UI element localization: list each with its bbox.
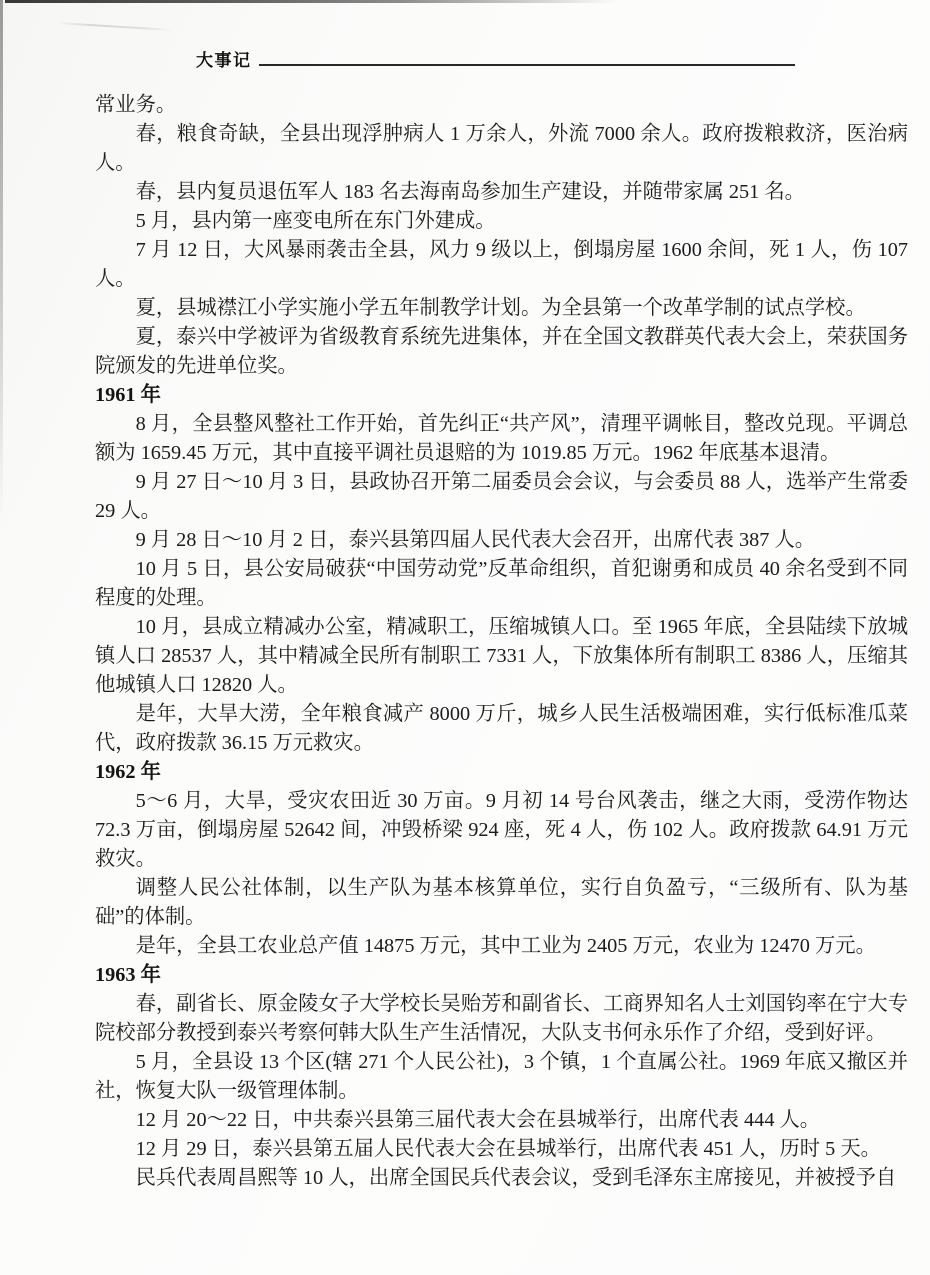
year-heading-1961: 1961 年 xyxy=(95,384,161,406)
paragraph: 春，粮食奇缺，全县出现浮肿病人 1 万余人，外流 7000 余人。政府拨粮救济，医治病人。 xyxy=(95,123,908,174)
paragraph: 春，县内复员退伍军人 183 名去海南岛参加生产建设，并随带家属 251 名。 xyxy=(135,181,805,203)
paragraph: 9 月 28 日～10 月 2 日，泰兴县第四届人民代表大会召开，出席代表 387 人。 xyxy=(135,529,816,551)
paragraph: 5 月，县内第一座变电所在东门外建成。 xyxy=(135,210,496,232)
year-heading-1962: 1962 年 xyxy=(95,761,161,783)
paragraph-cutoff: 民兵代表周昌熙等 10 人，出席全国民兵代表会议，受到毛泽东主席接见，并被授予自 xyxy=(135,1167,897,1189)
paragraph: 5 月，全县设 13 个区(辖 271 个人民公社)，3 个镇，1 个直属公社。1969 年底又撤区并社，恢复大队一级管理体制。 xyxy=(95,1051,908,1102)
scan-artifact-left-edge xyxy=(0,0,3,520)
paragraph: 调整人民公社体制，以生产队为基本核算单位，实行自负盈亏，“三级所有、队为基础”的体制。 xyxy=(95,877,908,928)
paragraph: 春，副省长、原金陵女子大学校长吴贻芳和副省长、工商界知名人士刘国钧率在宁大专院校部分教授到泰兴考察何韩大队生产生活情况，大队支书何永乐作了介绍，受到好评。 xyxy=(95,993,908,1044)
paragraph: 是年，大旱大涝，全年粮食减产 8000 万斤，城乡人民生活极端困难，实行低标准瓜菜代，政府拨款 36.15 万元救灾。 xyxy=(95,703,908,754)
paragraph: 12 月 29 日，泰兴县第五届人民代表大会在县城举行，出席代表 451 人，历时 5 天。 xyxy=(135,1138,881,1160)
paragraph: 12 月 20～22 日，中共泰兴县第三届代表大会在县城举行，出席代表 444 人。 xyxy=(135,1109,821,1131)
page-header-title: 大事记 xyxy=(196,51,252,70)
paragraph: 10 月 5 日，县公安局破获“中国劳动党”反革命组织，首犯谢勇和成员 40 余名受到不同程度的处理。 xyxy=(95,558,908,609)
paragraph: 夏，县城襟江小学实施小学五年制教学计划。为全县第一个改革学制的试点学校。 xyxy=(135,297,866,319)
chronicle-body xyxy=(95,91,908,1193)
year-heading-1963: 1963 年 xyxy=(95,964,161,986)
paragraph-continuation: 常业务。 xyxy=(95,94,177,116)
paragraph: 是年，全县工农业总产值 14875 万元，其中工业为 2405 万元，农业为 12470 万元。 xyxy=(135,935,876,957)
paragraph: 9 月 27 日～10 月 3 日，县政协召开第二届委员会会议，与会委员 88 人，选举产生常委 29 人。 xyxy=(95,471,908,522)
paragraph: 10 月，县成立精减办公室，精减职工，压缩城镇人口。至 1965 年底，全县陆续下放城镇人口 28537 人，其中精减全民所有制职工 7331 人，下放集体所有制职工 8386 人，压缩其他城镇人口 12820 人。 xyxy=(95,616,908,696)
paragraph: 5～6 月，大旱，受灾农田近 30 万亩。9 月初 14 号台风袭击，继之大雨，受涝作物达 72.3 万亩，倒塌房屋 52642 间，冲毁桥梁 924 座，死 4 人，伤 102 人。政府拨款 64.91 万元救灾。 xyxy=(95,790,908,870)
paragraph: 夏，泰兴中学被评为省级教育系统先进集体，并在全国文教群英代表大会上，荣获国务院颁发的先进单位奖。 xyxy=(95,326,908,377)
scan-artifact-diagonal-smudge xyxy=(57,22,175,31)
scan-artifact-top-edge xyxy=(5,0,617,3)
paragraph: 7 月 12 日，大风暴雨袭击全县，风力 9 级以上，倒塌房屋 1600 余间，死 1 人，伤 107 人。 xyxy=(95,239,908,290)
paragraph: 8 月，全县整风整社工作开始，首先纠正“共产风”，清理平调帐目，整改兑现。平调总额为 1659.45 万元，其中直接平调社员退赔的为 1019.85 万元。1962 年底基本退清。 xyxy=(95,413,908,464)
header-rule xyxy=(259,64,795,66)
